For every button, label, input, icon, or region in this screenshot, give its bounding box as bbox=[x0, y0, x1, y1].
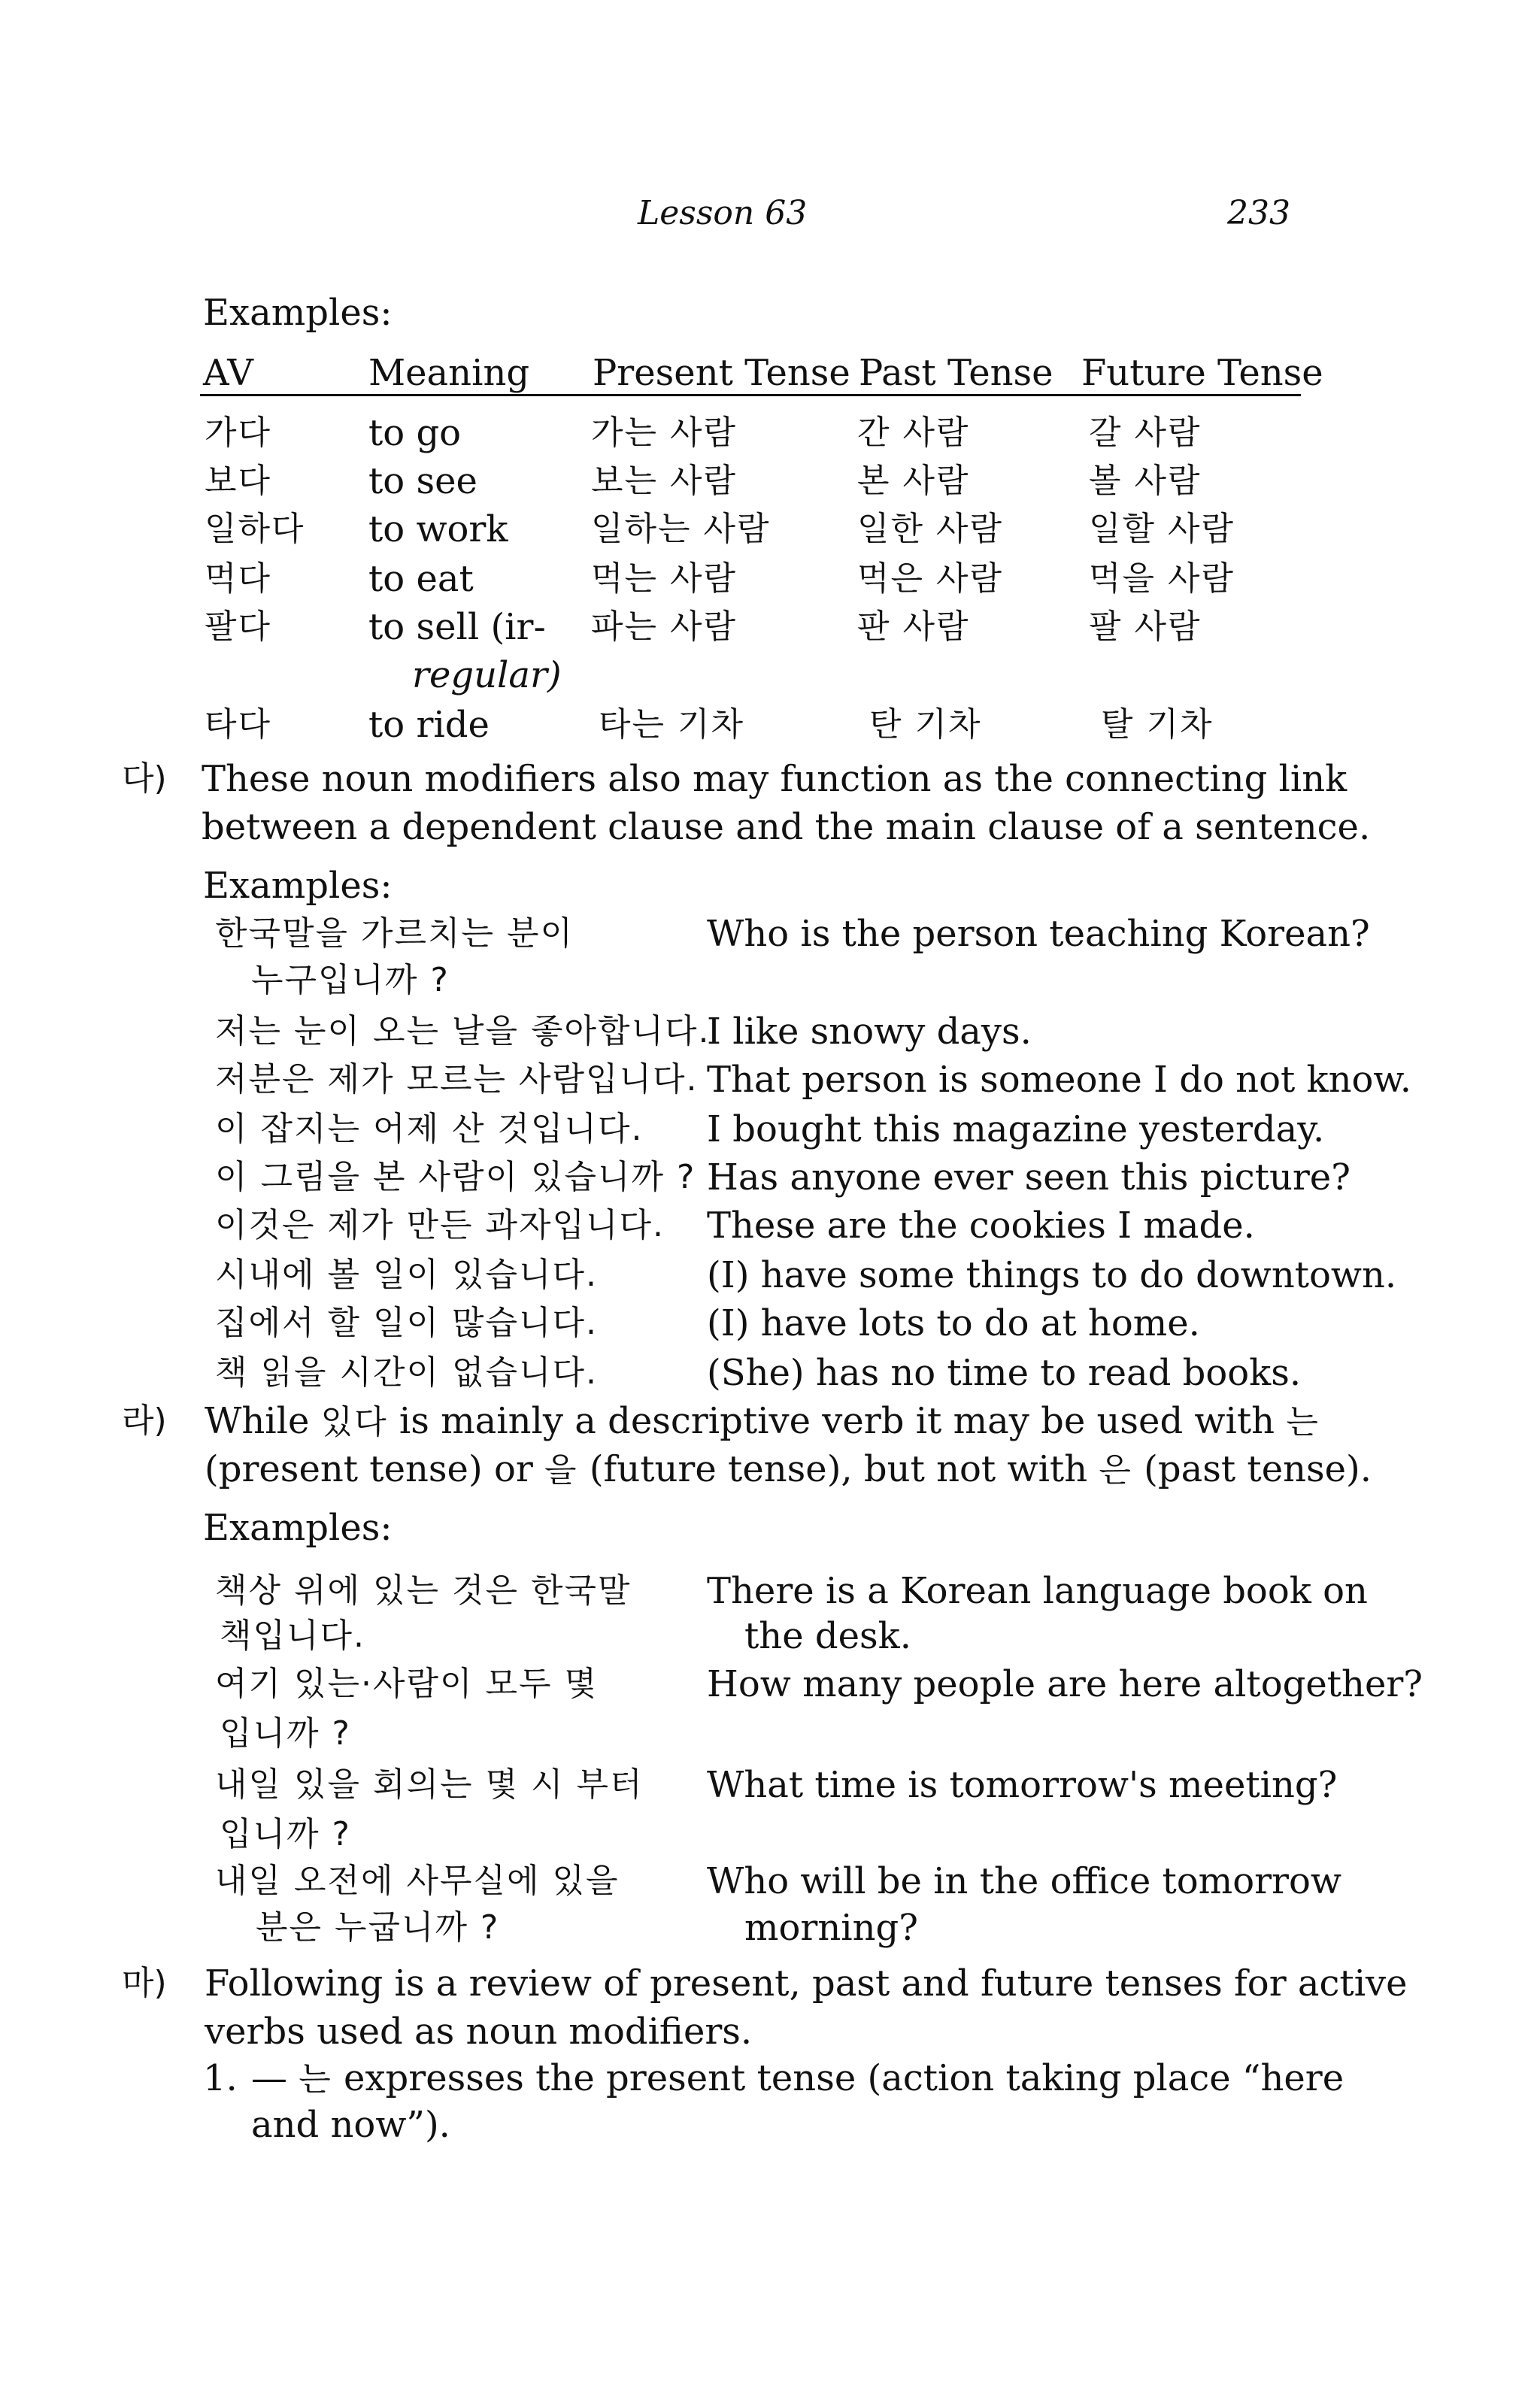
table-cell: 보는 사람 bbox=[591, 462, 738, 500]
example-korean: 책입니다. bbox=[220, 1617, 366, 1655]
table-cell: to sell (ir- bbox=[368, 606, 546, 648]
table-cell: 타는 기차 bbox=[599, 705, 745, 744]
table-cell: regular) bbox=[412, 654, 562, 696]
example-korean: 저분은 제가 모르는 사람입니다. bbox=[215, 1060, 699, 1099]
table-cell: 탄 기차 bbox=[869, 705, 982, 744]
table-cell: 탈 기차 bbox=[1101, 705, 1214, 744]
example-english: (I) have lots to do at home. bbox=[707, 1302, 1200, 1344]
table-header-past: Past Tense bbox=[859, 352, 1053, 394]
table-cell: 본 사람 bbox=[857, 462, 970, 500]
table-cell: 갈 사람 bbox=[1089, 414, 1202, 452]
example-english: Who will be in the office tomorrow bbox=[707, 1860, 1341, 1902]
table-cell: 일할 사람 bbox=[1089, 510, 1235, 548]
example-english: Has anyone ever seen this picture? bbox=[707, 1156, 1351, 1199]
section-ma-text: — bbox=[251, 2057, 299, 2099]
table-cell: 일하는 사람 bbox=[591, 510, 771, 548]
example-english: These are the cookies I made. bbox=[707, 1205, 1255, 1247]
table-cell: 팔다 bbox=[205, 608, 272, 646]
table-cell: 먹은 사람 bbox=[857, 559, 1004, 598]
example-english: What time is tomorrow's meeting? bbox=[707, 1764, 1338, 1806]
section-ra-text: is mainly a descriptive verb it may be used with bbox=[387, 1400, 1287, 1442]
table-cell: to ride bbox=[368, 704, 490, 746]
table-cell: to see bbox=[368, 460, 477, 502]
table-header-future: Future Tense bbox=[1081, 352, 1323, 394]
section-ra-line1 bbox=[205, 1397, 1320, 1447]
example-korean: 분은 누굽니까 ? bbox=[256, 1908, 500, 1947]
example-english: Who is the person teaching Korean? bbox=[707, 913, 1370, 955]
example-korean: 입니까 ? bbox=[220, 1815, 351, 1853]
table-cell: to eat bbox=[368, 558, 474, 600]
example-english: I bought this magazine yesterday. bbox=[707, 1108, 1325, 1150]
table-cell: 판 사람 bbox=[857, 608, 970, 646]
example-english: I like snowy days. bbox=[707, 1011, 1032, 1053]
example-english: morning? bbox=[744, 1907, 918, 1949]
example-korean: 저는 눈이 오는 날을 좋아합니다. bbox=[215, 1012, 711, 1050]
section-ma-text: expresses the present tense (action taking place “here bbox=[332, 2057, 1344, 2099]
section-ra-text: (future tense), but not with bbox=[578, 1448, 1099, 1490]
korean-term: 는 bbox=[299, 2060, 332, 2099]
table-header-av: AV bbox=[203, 352, 253, 394]
example-english: How many people are here altogether? bbox=[707, 1663, 1423, 1705]
table-cell: 먹는 사람 bbox=[591, 559, 738, 598]
list-item-number: 1. bbox=[203, 2057, 238, 2099]
example-korean: 이 그림을 본 사람이 있습니까 ? bbox=[215, 1158, 696, 1196]
table-cell: 보다 bbox=[205, 462, 272, 500]
section-da-line1: These noun modifiers also may function as the connecting link bbox=[202, 758, 1348, 800]
example-english: That person is someone I do not know. bbox=[707, 1059, 1412, 1101]
section-ma-item1-line2: and now”). bbox=[251, 2104, 450, 2146]
section-da-examples-label: Examples: bbox=[203, 865, 393, 907]
table-cell: to go bbox=[368, 412, 462, 454]
korean-term: 있다 bbox=[320, 1403, 388, 1441]
section-ra-text: (past tense). bbox=[1132, 1448, 1372, 1490]
table-cell: 가는 사람 bbox=[591, 414, 738, 452]
section-marker-da: 다) bbox=[122, 759, 167, 798]
korean-term: 는 bbox=[1286, 1403, 1320, 1441]
page-number: 233 bbox=[1227, 194, 1290, 232]
table-cell: 먹을 사람 bbox=[1089, 559, 1235, 598]
example-korean: 집에서 할 일이 많습니다. bbox=[215, 1304, 598, 1342]
example-korean: 시내에 볼 일이 있습니다. bbox=[215, 1256, 598, 1294]
table-cell: to work bbox=[368, 508, 508, 550]
example-english: There is a Korean language book on bbox=[707, 1570, 1368, 1612]
table-cell: 일하다 bbox=[205, 510, 305, 548]
section-ma-line1: Following is a review of present, past and future tenses for active bbox=[205, 1962, 1408, 2005]
section-ra-line2 bbox=[205, 1445, 1372, 1495]
table-cell: 일한 사람 bbox=[857, 510, 1004, 548]
section-ma-line2: verbs used as noun modifiers. bbox=[205, 2011, 753, 2053]
example-korean: 책상 위에 있는 것은 한국말 bbox=[215, 1571, 632, 1610]
examples-label: Examples: bbox=[203, 292, 393, 334]
korean-term: 을 bbox=[544, 1451, 578, 1490]
example-korean: 내일 있을 회의는 몇 시 부터 bbox=[215, 1765, 644, 1804]
example-korean: 한국말을 가르치는 분이 bbox=[215, 914, 574, 953]
example-english: (I) have some things to do downtown. bbox=[707, 1254, 1397, 1296]
section-ra-text: (present tense) or bbox=[205, 1448, 545, 1490]
example-english: the desk. bbox=[744, 1615, 911, 1657]
table-cell: 팔 사람 bbox=[1089, 608, 1202, 646]
example-korean: 입니까 ? bbox=[220, 1714, 351, 1753]
table-cell: 파는 사람 bbox=[591, 608, 738, 646]
table-cell: 타다 bbox=[205, 705, 272, 744]
example-korean: 책 읽을 시간이 없습니다. bbox=[215, 1353, 598, 1392]
section-ra-examples-label: Examples: bbox=[203, 1507, 393, 1549]
table-cell: 볼 사람 bbox=[1089, 462, 1202, 500]
example-korean: 이것은 제가 만든 과자입니다. bbox=[215, 1206, 665, 1244]
korean-term: 은 bbox=[1099, 1451, 1132, 1490]
table-cell: 간 사람 bbox=[857, 414, 970, 452]
section-marker-ma: 마) bbox=[122, 1964, 167, 2002]
example-korean: 여기 있는·사람이 모두 몇 bbox=[215, 1665, 598, 1703]
section-da-line2: between a dependent clause and the main clause of a sentence. bbox=[202, 806, 1371, 848]
lesson-title: Lesson 63 bbox=[638, 194, 808, 232]
section-marker-ra: 라) bbox=[122, 1402, 167, 1440]
table-cell: 먹다 bbox=[205, 559, 272, 598]
example-english: (She) has no time to read books. bbox=[707, 1352, 1302, 1394]
example-korean: 누구입니까 ? bbox=[251, 961, 450, 999]
table-cell: 가다 bbox=[205, 414, 272, 452]
table-header-rule bbox=[200, 394, 1301, 396]
section-ra-text: While bbox=[205, 1400, 321, 1442]
example-korean: 내일 오전에 사무실에 있을 bbox=[215, 1862, 620, 1900]
table-header-meaning: Meaning bbox=[368, 352, 530, 394]
table-header-present: Present Tense bbox=[593, 352, 850, 394]
section-ma-item1 bbox=[251, 2054, 1344, 2104]
example-korean: 이 잡지는 어제 산 것입니다. bbox=[215, 1110, 644, 1148]
